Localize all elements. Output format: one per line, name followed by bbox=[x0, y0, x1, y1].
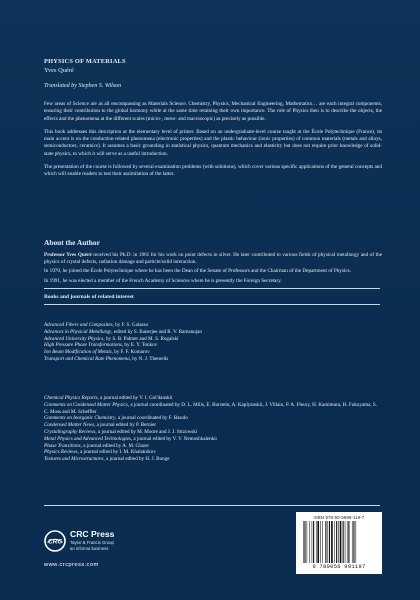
author-name: Professor Yves Quéré bbox=[44, 252, 92, 258]
journal-item-editor: , a journal coordinated by F. Basolo bbox=[115, 415, 188, 422]
book-item-author: , by F. F. Komarov bbox=[111, 349, 150, 356]
isbn-barcode-box bbox=[296, 512, 382, 574]
book-item-title: Ion Beam Modification of Metals bbox=[44, 349, 112, 356]
list-item bbox=[44, 436, 380, 443]
book-item-title: Transport and Chemical Rate Phenomena bbox=[44, 355, 130, 362]
journal-item-editor: , a journal edited by V. I. Gol'danskii bbox=[97, 395, 173, 401]
barcode-icon bbox=[302, 521, 376, 563]
journal-item-title: Physics Reviews bbox=[44, 449, 78, 456]
barcode-bar bbox=[316, 521, 317, 563]
book-item-author: , by S. B. Palmer and M. S. Rogalski bbox=[103, 335, 179, 342]
description-paragraph: Few areas of Science are as all encompassing as Materials Science. Chemistry, Physics, Mechanical Engineering, Mathematics… are each integral components, ensuring their contribution to the global harmony while at the same time retaining their own importance. The role of Physics then is to describe the objects, the effects and the phenomena at the different scales (micro-, meso- and macroscopic) as precisely as possible. bbox=[44, 101, 382, 122]
about-author-text bbox=[44, 252, 382, 287]
list-item bbox=[44, 329, 380, 336]
list-item bbox=[44, 322, 380, 329]
list-item bbox=[44, 449, 380, 456]
barcode-bar bbox=[340, 521, 342, 563]
book-item-title: Advances in Physical Metallurgy bbox=[44, 328, 112, 335]
barcode-bar bbox=[313, 521, 314, 563]
book-item-title: Advanced Fibers and Composites bbox=[44, 322, 113, 328]
list-item bbox=[44, 422, 380, 429]
journal-item-editor: , a journal edited by H. J. Bunge bbox=[103, 456, 170, 463]
publisher-tagline: an informa business bbox=[70, 546, 109, 551]
journal-item-editor: , a journal edited by A. M. Glazer bbox=[80, 442, 150, 449]
list-item bbox=[44, 429, 380, 436]
journal-item-title: Chemical Physics Reports bbox=[44, 395, 98, 401]
journal-item-editor: , a journal coordinated by D. L. Mills, E. Burstein, A. Kaplyanskii, J. Villain, P. A. Fleury, H. Kamimura, H. Fukuyama, S. C. Moss and M. Scheffler bbox=[44, 401, 378, 415]
description-paragraph: The presentation of the course is followed by several examination problems (with solutions), which cover various specific applications of the general concepts and which will enable readers to test their assimilation of the latter. bbox=[44, 164, 382, 178]
crc-logo-icon bbox=[44, 530, 66, 552]
barcode-bar bbox=[325, 521, 326, 563]
barcode-bar bbox=[347, 521, 348, 563]
barcode-bar bbox=[307, 521, 308, 563]
publisher-group: Taylor & Francis Group bbox=[70, 540, 114, 545]
book-header bbox=[44, 58, 384, 89]
barcode-bar bbox=[348, 521, 349, 563]
journal-item-title: Comments on Inorganic Chemistry bbox=[44, 415, 116, 422]
journal-item-title: Condensed Matter News bbox=[44, 422, 95, 429]
list-item bbox=[44, 443, 380, 450]
barcode-bar bbox=[304, 521, 305, 563]
journal-item-editor: , a journal edited by V. V. Nemoshkalenko bbox=[130, 435, 217, 442]
publisher-name: CRC Press bbox=[70, 529, 115, 539]
barcode-bar bbox=[312, 521, 313, 563]
list-item bbox=[44, 349, 380, 356]
barcode-bar bbox=[309, 521, 310, 563]
barcode-bar bbox=[329, 521, 330, 563]
divider bbox=[44, 304, 380, 305]
logo-mark-text: CRC bbox=[47, 538, 63, 546]
author-bio-text: received his Ph.D. in 1961 for his work on point defects in silver. He later contributed to various fields of physical metallurgy and of the physics of crystal defects, radiation damage and particle/solid interaction. bbox=[44, 252, 383, 266]
divider bbox=[44, 288, 380, 289]
book-item-author: , edited by S. Banerjee and R. V. Ramanujan bbox=[111, 328, 202, 335]
barcode-digits: 9 789056 991197 bbox=[312, 564, 366, 570]
barcode-bar bbox=[336, 521, 337, 563]
barcode-bar bbox=[343, 521, 344, 563]
journal-item-title: Metal Physics and Advanced Technologies bbox=[44, 435, 131, 442]
barcode-bar bbox=[331, 521, 333, 563]
barcode-bar bbox=[322, 521, 323, 563]
list-item bbox=[44, 395, 380, 402]
book-item-author: , by E. Y. Tonkov bbox=[121, 342, 158, 349]
journal-item-title: Phase Transitions bbox=[44, 442, 81, 449]
barcode-bar bbox=[345, 521, 346, 563]
related-journals-list bbox=[44, 395, 380, 463]
barcode-bar bbox=[353, 521, 354, 563]
publisher-website: www.crcpress.com bbox=[44, 562, 99, 568]
divider bbox=[44, 505, 380, 506]
author-bio-paragraph: In 1970, he joined the École Polytechnique where he has been the Dean of the Senate of Professors and the Chairman of the Department of Physics. bbox=[44, 268, 351, 275]
barcode-bar bbox=[338, 521, 339, 563]
author-bio-paragraph: In 1991, he was elected a member of the French Academy of Sciences where he is presently the Foreign Secretary. bbox=[44, 277, 282, 284]
related-interest-heading: Books and journals of related interest bbox=[44, 294, 134, 300]
book-item-title: High Pressure Phase Transformations bbox=[44, 342, 122, 349]
journal-item-title: Comments on Condensed Matter Physics bbox=[44, 401, 128, 408]
barcode-bar bbox=[320, 521, 321, 563]
barcode-bar bbox=[303, 521, 304, 563]
barcode-bar bbox=[327, 521, 328, 563]
book-author: Yves Quéré bbox=[44, 67, 74, 74]
barcode-bar bbox=[317, 521, 319, 563]
book-translator: Translated by Stephen S. Wilson bbox=[44, 83, 122, 89]
journal-item-title: Crystallography Reviews bbox=[44, 428, 96, 435]
journal-item-editor: , a journal edited by P. Bernier bbox=[94, 422, 157, 429]
journal-item-editor: , a journal edited by M. Moore and J. J. Strzowski bbox=[95, 428, 198, 435]
list-item bbox=[44, 415, 380, 422]
description-paragraph: This book addresses this description at the elementary level of primer. Based on an undergraduate-level course taught at the École Polytechnique (France), its main accent is on the conduction-related phenomena (electronic properties) and the plastic behaviour (ionic properties) of common materials (metals and alloys, semiconductors, ceramics). It assumes a basic grounding in statistical physics, quantum mechanics and elasticity but does not require prior knowledge of solid-state physics, to which it will serve as a useful introduction. bbox=[44, 128, 382, 157]
barcode-bar bbox=[334, 521, 335, 563]
book-title: PHYSICS OF MATERIALS bbox=[44, 58, 126, 65]
list-item bbox=[44, 456, 380, 463]
list-item bbox=[44, 402, 380, 416]
book-item-author: , by N. J. Themelis bbox=[129, 355, 169, 362]
journal-item-editor: , a journal edited by I. M. Khalatnikov bbox=[77, 449, 156, 456]
about-author-heading: About the Author bbox=[44, 238, 100, 247]
book-item-title: Advanced University Physics bbox=[44, 335, 104, 342]
barcode-bar bbox=[356, 521, 357, 563]
list-item bbox=[44, 356, 380, 363]
publisher-logo bbox=[44, 528, 134, 558]
book-item-author: , by F. S. Galasso bbox=[112, 322, 149, 328]
book-description bbox=[44, 101, 382, 185]
isbn-label: ISBN 978-90-5699-119-7 bbox=[313, 515, 365, 520]
related-books-list bbox=[44, 322, 380, 363]
journal-item-title: Textures and Microstructures bbox=[44, 456, 104, 463]
barcode-bar bbox=[352, 521, 353, 563]
author-bio-paragraph bbox=[44, 252, 382, 266]
